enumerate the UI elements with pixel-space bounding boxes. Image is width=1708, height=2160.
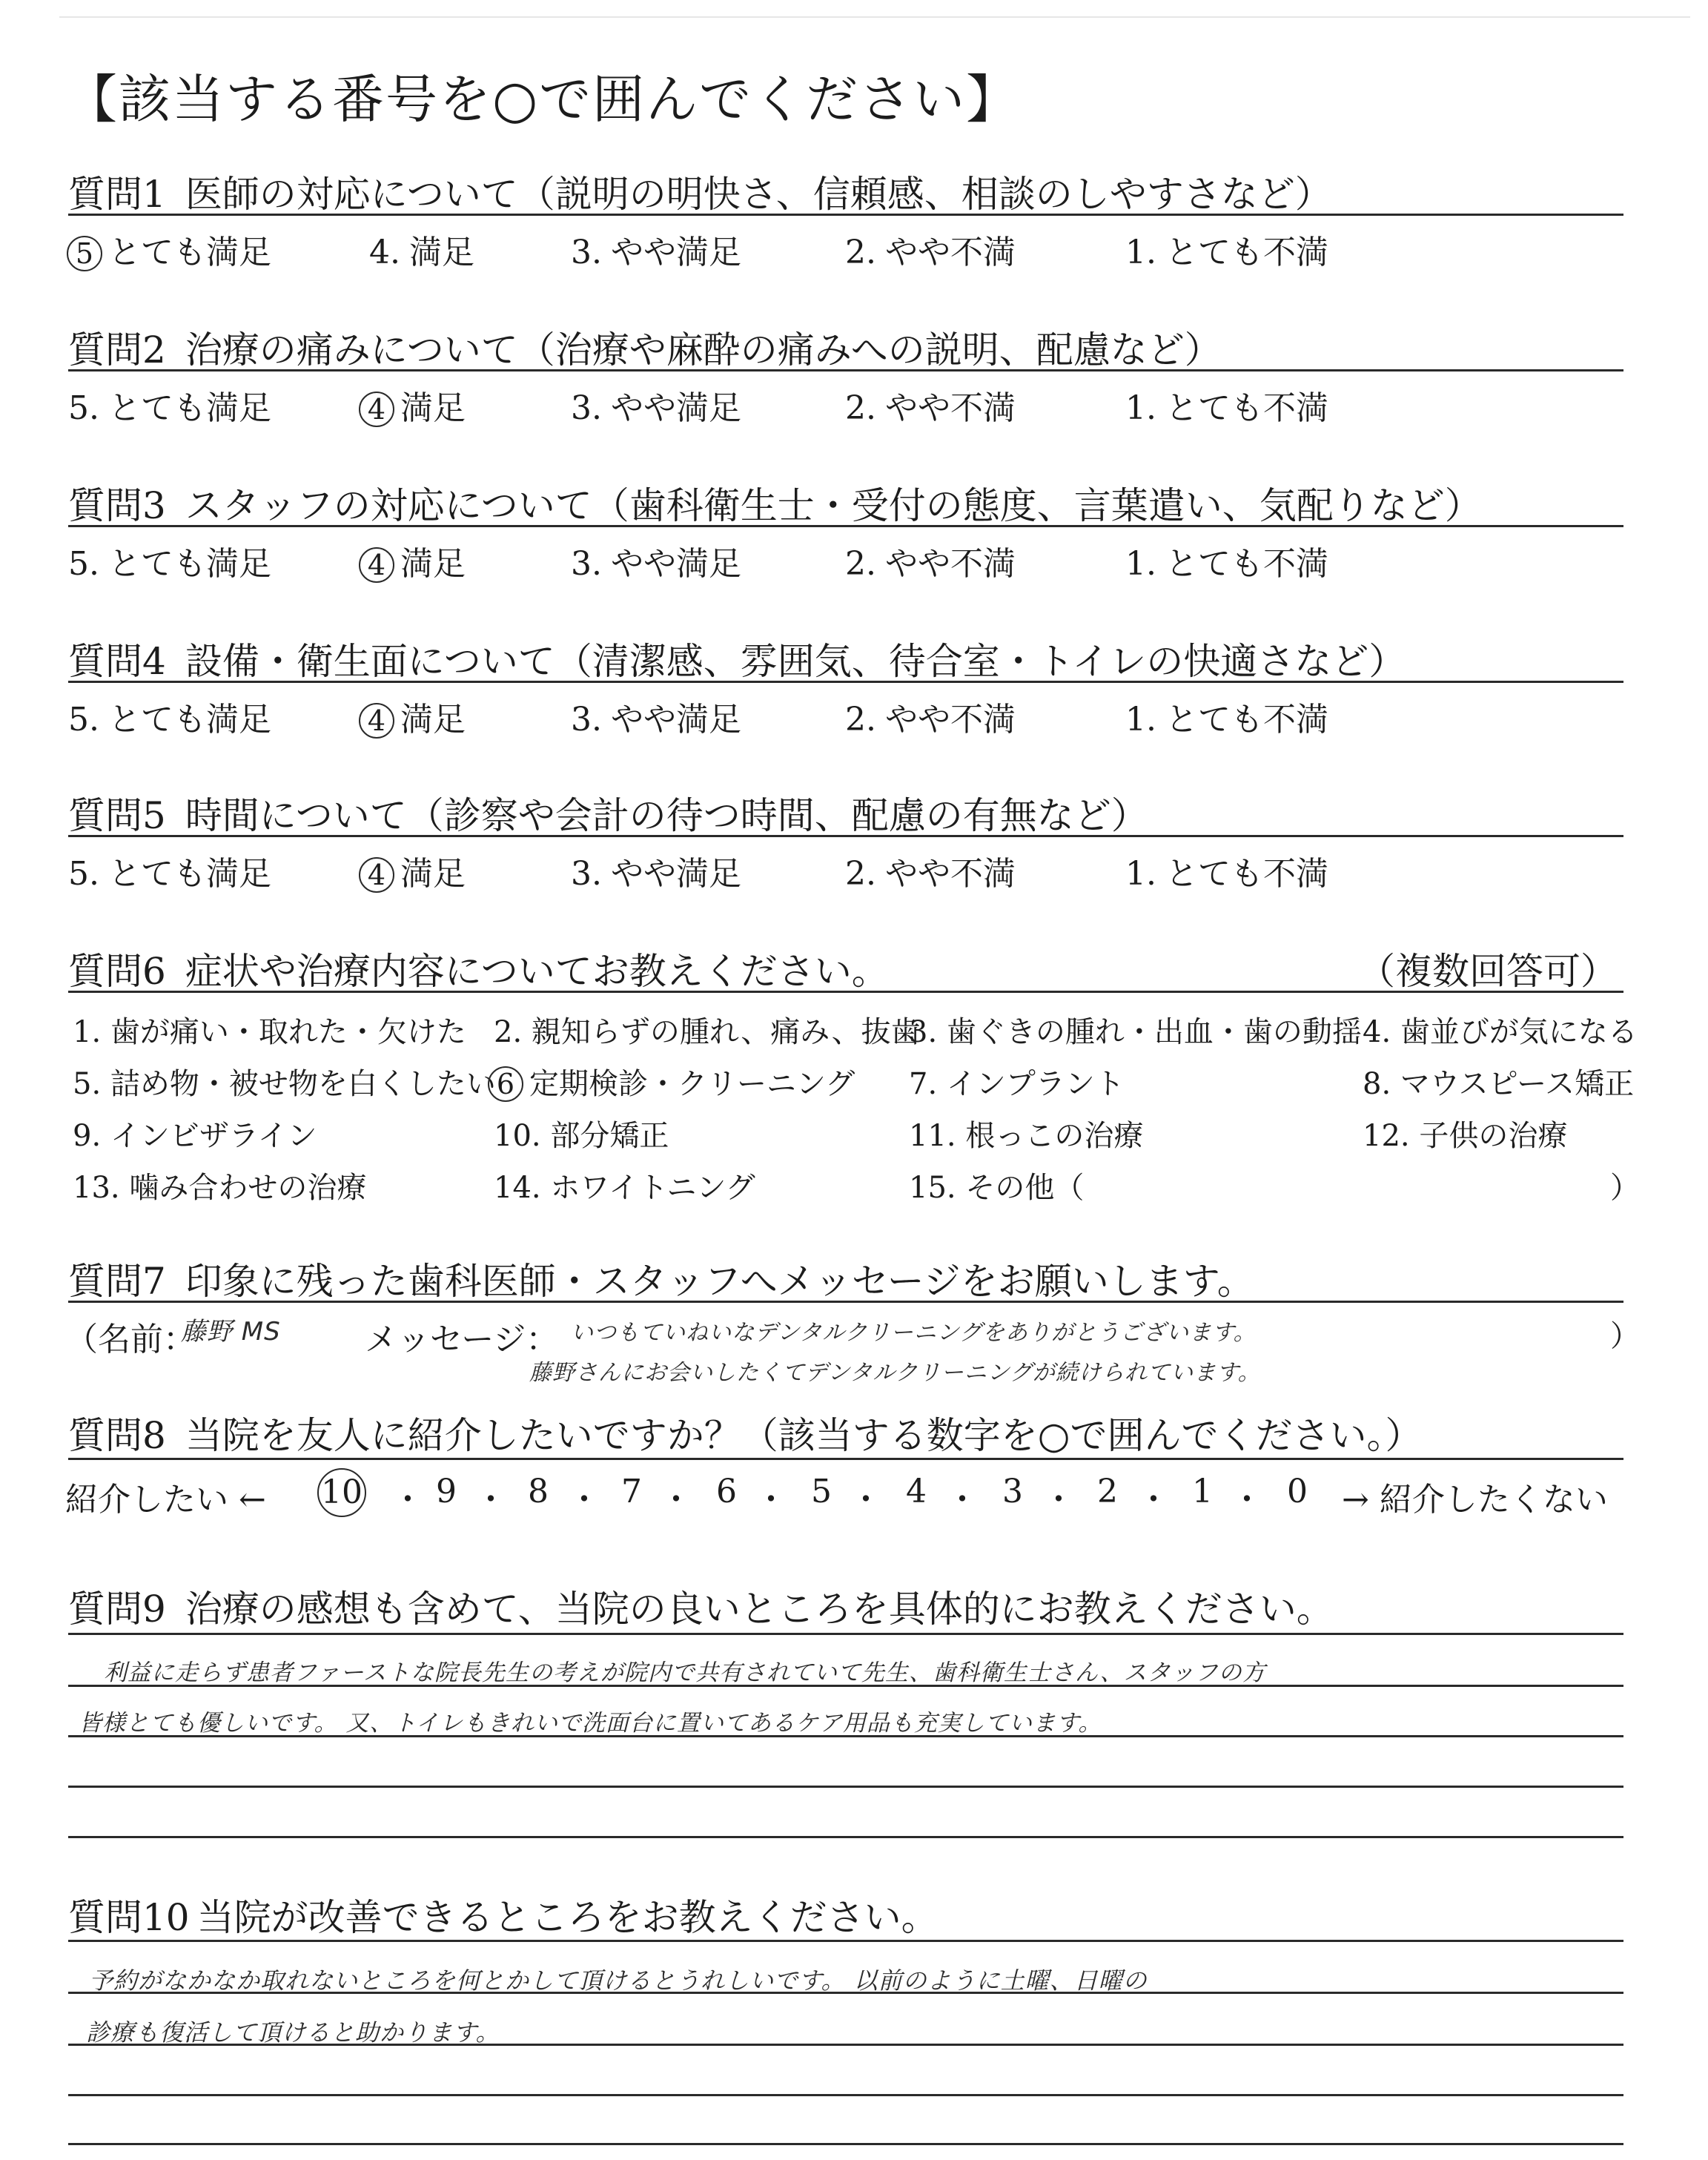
q3-option-1[interactable]: 1. とても不満: [1125, 545, 1328, 583]
scale-dot: ・: [850, 1481, 882, 1519]
question-9-title: [68, 1579, 1334, 1633]
scale-dot: ・: [391, 1481, 424, 1519]
q4-option-1[interactable]: 1. とても不満: [1125, 701, 1328, 739]
q9-answer-line-1: 利益に走らず患者ファーストな院長先生の考えが院内で共有されていて先生、歯科衛生士さん、スタッフの方: [104, 1659, 1266, 1686]
q6-item-3[interactable]: 3. 歯ぐきの腫れ・出血・歯の動揺: [909, 1015, 1362, 1049]
q8-right-label: → 紹介したくない: [1342, 1481, 1608, 1519]
question-8-title: [68, 1406, 1422, 1459]
q2-option-2[interactable]: 2. やや不満: [845, 389, 1016, 427]
q8-scale-1[interactable]: 1: [1192, 1473, 1213, 1510]
page-top-border: [59, 16, 1690, 18]
q8-scale-10[interactable]: 10: [317, 1468, 366, 1517]
question-5-text: 時間について（診察や会計の待つ時間、配慮の有無など）: [185, 794, 1148, 837]
q1-option-3[interactable]: 3. やや満足: [571, 234, 741, 271]
question-1-number: 質問1: [68, 173, 166, 216]
question-3-title: [68, 476, 1482, 529]
q6-item-11[interactable]: 11. 根っこの治療: [909, 1119, 1144, 1153]
q8-scale-0[interactable]: 0: [1287, 1473, 1308, 1510]
q5-option-2[interactable]: 2. やや不満: [845, 855, 1016, 893]
question-7-rule: [68, 1301, 1623, 1303]
q5-option-4[interactable]: 4 満足: [359, 847, 466, 894]
scale-dot: ・: [568, 1481, 600, 1519]
q5-option-1[interactable]: 1. とても不満: [1125, 855, 1328, 893]
question-4-text: 設備・衛生面について（清潔感、雰囲気、待合室・トイレの快適さなど）: [185, 640, 1406, 683]
scale-dot: ・: [1042, 1481, 1075, 1519]
q4-option-2[interactable]: 2. やや不満: [845, 701, 1016, 739]
question-9-text: 治療の感想も含めて、当院の良いところを具体的にお教えください。: [185, 1588, 1334, 1631]
q8-scale-8[interactable]: 8: [528, 1473, 549, 1510]
question-2-text: 治療の痛みについて（治療や麻酔の痛みへの説明、配慮など）: [185, 328, 1222, 371]
answer-line: [68, 1836, 1623, 1838]
page-heading: 【該当する番号を○で囲んでください】: [65, 69, 1020, 130]
question-7-title: [68, 1252, 1254, 1305]
selected-circle: 4: [359, 857, 394, 893]
question-9-rule: [68, 1633, 1623, 1635]
q6-item-13[interactable]: 13. 噛み合わせの治療: [73, 1171, 367, 1205]
question-8-text: 当院を友人に紹介したいですか？（該当する数字を○で囲んでください。）: [185, 1414, 1423, 1457]
q1-option-5[interactable]: 5 とても満足: [67, 225, 271, 273]
q3-option-2[interactable]: 2. やや不満: [845, 545, 1016, 583]
q8-scale-9[interactable]: 9: [436, 1473, 457, 1510]
question-2-rule: [68, 369, 1623, 371]
question-2-number: 質問2: [68, 328, 166, 371]
scale-dot: ・: [1231, 1481, 1263, 1519]
q6-other-close-paren: ）: [1610, 1171, 1640, 1205]
q8-scale-6[interactable]: 6: [716, 1473, 737, 1510]
q6-item-15[interactable]: 15. その他（: [909, 1171, 1085, 1205]
q3-option-5[interactable]: 5. とても満足: [68, 545, 271, 583]
q7-message-label: メッセージ：: [365, 1321, 559, 1358]
question-4-title: [68, 632, 1406, 685]
q6-item-7[interactable]: 7. インプラント: [909, 1067, 1125, 1101]
q2-option-4[interactable]: 4 満足: [359, 381, 466, 429]
q7-message-line-2: 藤野さんにお会いしたくてデンタルクリーニングが続けられています。: [529, 1360, 1261, 1386]
question-3-number: 質問3: [68, 484, 166, 527]
q7-name-label: （名前：: [65, 1321, 196, 1358]
question-10-text: 当院が改善できるところをお教えください。: [196, 1896, 939, 1939]
q9-answer-line-2: 皆様とても優しいです。 又、トイレもきれいで洗面台に置いてあるケア用品も充実しています。: [79, 1710, 1102, 1737]
question-2-title: [68, 320, 1222, 374]
question-8-rule: [68, 1458, 1623, 1460]
question-6-note: （複数回答可）: [1358, 950, 1618, 993]
q8-scale-2[interactable]: 2: [1097, 1473, 1118, 1510]
q5-option-5[interactable]: 5. とても満足: [68, 855, 271, 893]
question-7-text: 印象に残った歯科医師・スタッフへメッセージをお願いします。: [185, 1260, 1254, 1303]
q6-item-12[interactable]: 12. 子供の治療: [1363, 1119, 1568, 1153]
question-10-title: [68, 1888, 939, 1941]
answer-line: [68, 1735, 1623, 1737]
q10-answer-line-2: 診療も復活して頂けると助かります。: [86, 2018, 500, 2047]
q7-close-paren: ）: [1610, 1319, 1640, 1353]
q6-item-9[interactable]: 9. インビザライン: [73, 1119, 317, 1153]
q6-item-2[interactable]: 2. 親知らずの腫れ、痛み、抜歯: [494, 1015, 921, 1049]
q8-scale-3[interactable]: 3: [1002, 1473, 1023, 1510]
answer-line: [68, 1992, 1623, 1994]
question-1-title: [68, 165, 1332, 218]
q8-scale-4[interactable]: 4: [906, 1473, 927, 1510]
q2-option-5[interactable]: 5. とても満足: [68, 389, 271, 427]
question-6-title: [68, 942, 1618, 995]
question-9-number: 質問9: [68, 1588, 166, 1631]
q6-item-14[interactable]: 14. ホワイトニング: [494, 1171, 755, 1205]
q8-left-label: 紹介したい ←: [65, 1481, 266, 1519]
question-5-title: [68, 786, 1148, 839]
q8-scale-7[interactable]: 7: [621, 1473, 642, 1510]
q6-item-6[interactable]: 6 定期検診・クリーニング: [488, 1060, 855, 1103]
answer-line: [68, 1685, 1623, 1687]
question-3-rule: [68, 525, 1623, 527]
q2-option-1[interactable]: 1. とても不満: [1125, 389, 1328, 427]
question-8-number: 質問8: [68, 1414, 166, 1457]
scale-dot: ・: [474, 1481, 507, 1519]
answer-line: [68, 2094, 1623, 2096]
question-10-number: 質問10: [68, 1896, 190, 1939]
q7-message-line-1: いつもていねいなデンタルクリーニングをありがとうございます。: [571, 1320, 1257, 1346]
q6-item-1[interactable]: 1. 歯が痛い・取れた・欠けた: [73, 1015, 466, 1049]
selected-circle: 6: [488, 1066, 523, 1102]
scale-dot: ・: [660, 1481, 692, 1519]
answer-line: [68, 1786, 1623, 1788]
question-6-rule: [68, 991, 1623, 993]
question-5-number: 質問5: [68, 794, 166, 837]
q4-option-4[interactable]: 4 満足: [359, 693, 466, 740]
question-1-text: 医師の対応について（説明の明快さ、信頼感、相談のしやすさなど）: [185, 173, 1332, 216]
question-6-number: 質問6: [68, 950, 166, 993]
question-5-rule: [68, 835, 1623, 837]
q6-item-8[interactable]: 8. マウスピース矯正: [1363, 1067, 1635, 1101]
q5-option-3[interactable]: 3. やや満足: [571, 855, 741, 893]
q4-option-5[interactable]: 5. とても満足: [68, 701, 271, 739]
answer-line: [68, 2044, 1623, 2046]
q3-option-4[interactable]: 4 満足: [359, 537, 466, 584]
q6-item-10[interactable]: 10. 部分矯正: [494, 1119, 669, 1153]
question-1-rule: [68, 214, 1623, 216]
q6-item-4[interactable]: 4. 歯並びが気になる: [1363, 1015, 1638, 1049]
answer-line: [68, 2143, 1623, 2145]
scale-dot: ・: [1137, 1481, 1170, 1519]
q1-option-1[interactable]: 1. とても不満: [1125, 234, 1328, 271]
scale-dot: ・: [946, 1481, 979, 1519]
selected-circle: 4: [359, 547, 394, 583]
question-10-rule: [68, 1940, 1623, 1942]
q3-option-3[interactable]: 3. やや満足: [571, 545, 741, 583]
selected-circle: 4: [359, 392, 394, 427]
question-4-number: 質問4: [68, 640, 166, 683]
q10-answer-line-1: 予約がなかなか取れないところを何とかして頂けるとうれしいです。 以前のように土曜、日曜の: [89, 1966, 1148, 1995]
question-6-text: 症状や治療内容についてお教えください。: [185, 950, 889, 993]
q4-option-3[interactable]: 3. やや満足: [571, 701, 741, 739]
selected-circle: 4: [359, 703, 394, 739]
q6-item-5[interactable]: 5. 詰め物・被せ物を白くしたい: [73, 1067, 496, 1101]
selected-circle: 5: [67, 236, 102, 271]
q7-name-value: 藤野 MS: [181, 1317, 281, 1347]
question-4-rule: [68, 681, 1623, 683]
q1-option-4[interactable]: 4. 満足: [369, 234, 474, 271]
question-7-number: 質問7: [68, 1260, 166, 1303]
question-3-text: スタッフの対応について（歯科衛生士・受付の態度、言葉遣い、気配りなど）: [185, 484, 1482, 527]
q1-option-2[interactable]: 2. やや不満: [845, 234, 1016, 271]
q2-option-3[interactable]: 3. やや満足: [571, 389, 741, 427]
q8-scale-5[interactable]: 5: [811, 1473, 832, 1510]
scale-dot: ・: [755, 1481, 787, 1519]
